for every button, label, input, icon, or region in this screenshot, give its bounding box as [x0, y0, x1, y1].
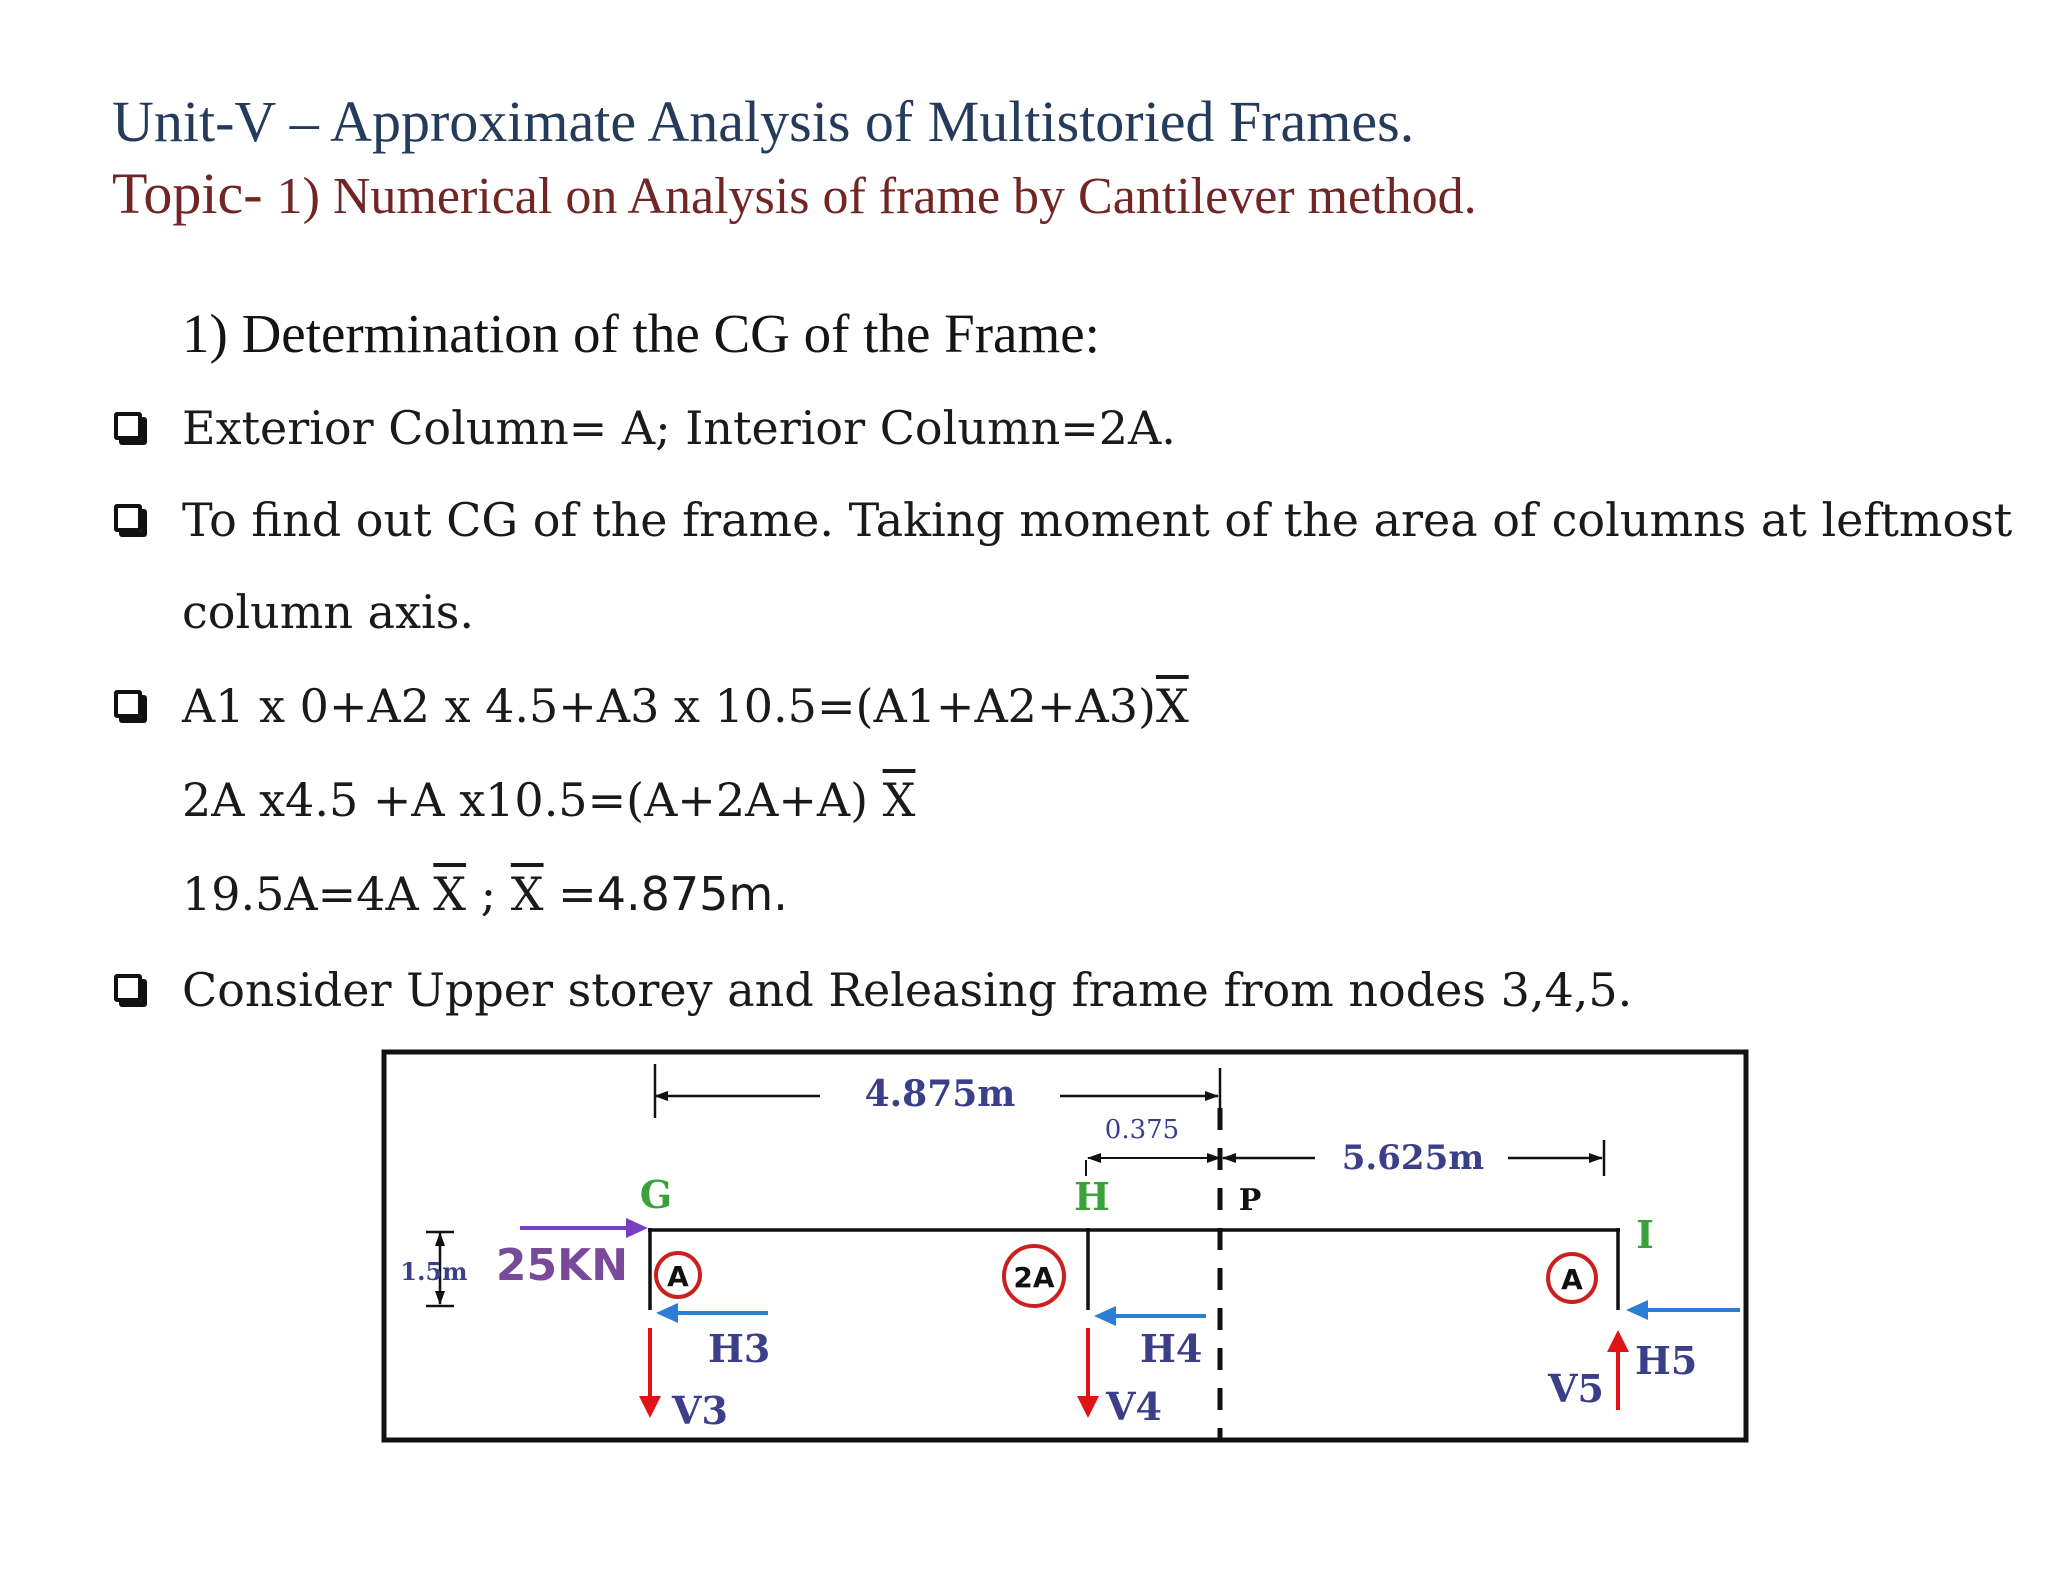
- checkbox-bullet-icon: [114, 690, 142, 718]
- equation-3b-text: =4.875m.: [558, 867, 788, 921]
- node-label-i: I: [1636, 1212, 1654, 1257]
- dimension-cg: [655, 1064, 1220, 1118]
- equation-2-text: 2A x4.5 +A x10.5=(A+2A+A): [182, 773, 869, 827]
- force-label-v5: V5: [1548, 1366, 1604, 1411]
- area-circle-i: [1548, 1254, 1596, 1302]
- equation-1: [182, 676, 1189, 736]
- checkbox-bullet-icon: [114, 974, 142, 1002]
- shear-arrow-h4: [1094, 1306, 1206, 1326]
- force-label-h5: H5: [1635, 1338, 1698, 1383]
- frame-diagram: [380, 1048, 1750, 1444]
- cg-text-line2: column axis.: [182, 585, 474, 639]
- xbar-symbol: $\overline{X}$: [510, 867, 544, 921]
- shear-arrow-h5: [1626, 1300, 1740, 1320]
- force-label-v3: V3: [672, 1388, 728, 1433]
- equation-1-text: A1 x 0+A2 x 4.5+A3 x 10.5=(A1+A2+A3): [182, 679, 1156, 733]
- dim-cg-label: 4.875m: [864, 1073, 1016, 1115]
- bullet-consider: [0, 960, 2048, 1020]
- area-label-g: A: [667, 1260, 689, 1293]
- force-label-v4: V4: [1106, 1384, 1162, 1429]
- equation-3: [182, 864, 788, 924]
- dimension-right: [1223, 1138, 1604, 1178]
- equation-2: [182, 770, 915, 830]
- area-label-h: 2A: [1013, 1261, 1055, 1294]
- load-arrow: [496, 1218, 648, 1291]
- page-title: Unit-V – Approximate Analysis of Multistoried Frames.: [112, 89, 1415, 154]
- force-label-h3: H3: [708, 1326, 771, 1371]
- area-label-i: A: [1561, 1263, 1583, 1296]
- checkbox-bullet-icon: [114, 504, 142, 532]
- equation-3-separator: ;: [480, 867, 497, 921]
- axial-arrow-v4: [1077, 1328, 1099, 1418]
- equation-3-row: [0, 864, 2048, 924]
- shear-arrow-h3: [656, 1303, 768, 1323]
- load-label: 25KN: [495, 1240, 629, 1291]
- frame-members: [648, 1228, 1620, 1310]
- dim-height-label: 1.5m: [400, 1257, 468, 1286]
- node-label-g: G: [639, 1172, 673, 1217]
- equation-2-row: [0, 770, 2048, 830]
- checkbox-bullet-icon: [114, 412, 142, 440]
- area-circle-h: [1004, 1246, 1064, 1306]
- xbar-symbol: $\overline{X}$: [882, 773, 916, 827]
- equation-3a-text: 19.5A=4A: [182, 867, 419, 921]
- dim-offset-label: 0.375: [1104, 1115, 1180, 1145]
- dim-right-label: 5.625m: [1341, 1138, 1485, 1178]
- dimension-height: [400, 1232, 467, 1306]
- axial-arrow-v5: [1607, 1330, 1629, 1410]
- topic-text: 1) Numerical on Analysis of frame by Cantilever method.: [276, 168, 1477, 225]
- xbar-symbol: $\overline{X}$: [433, 867, 467, 921]
- force-label-h4: H4: [1140, 1326, 1203, 1371]
- node-label-p: P: [1238, 1183, 1262, 1218]
- topic-prefix: Topic-: [112, 161, 263, 226]
- section-heading: 1) Determination of the CG of the Frame:: [182, 303, 1100, 364]
- consider-text: Consider Upper storey and Releasing frame from nodes 3,4,5.: [182, 963, 1633, 1017]
- node-label-h: H: [1074, 1174, 1110, 1219]
- topic-title: [112, 160, 1477, 227]
- dimension-offset: [1086, 1115, 1220, 1176]
- xbar-symbol: $\overline{X}$: [1155, 679, 1189, 733]
- axial-arrow-v3: [639, 1328, 661, 1418]
- bullet-equation: [0, 676, 2048, 736]
- columns-text: Exterior Column= A; Interior Column=2A.: [182, 401, 1176, 455]
- bullet-columns: [0, 398, 2048, 458]
- cg-line2-row: [0, 582, 2048, 642]
- cg-text-line1: To find out CG of the frame. Taking moment of the area of columns at leftmost: [182, 493, 2013, 547]
- bullet-cg: [0, 490, 2048, 550]
- area-circle-g: [656, 1253, 700, 1297]
